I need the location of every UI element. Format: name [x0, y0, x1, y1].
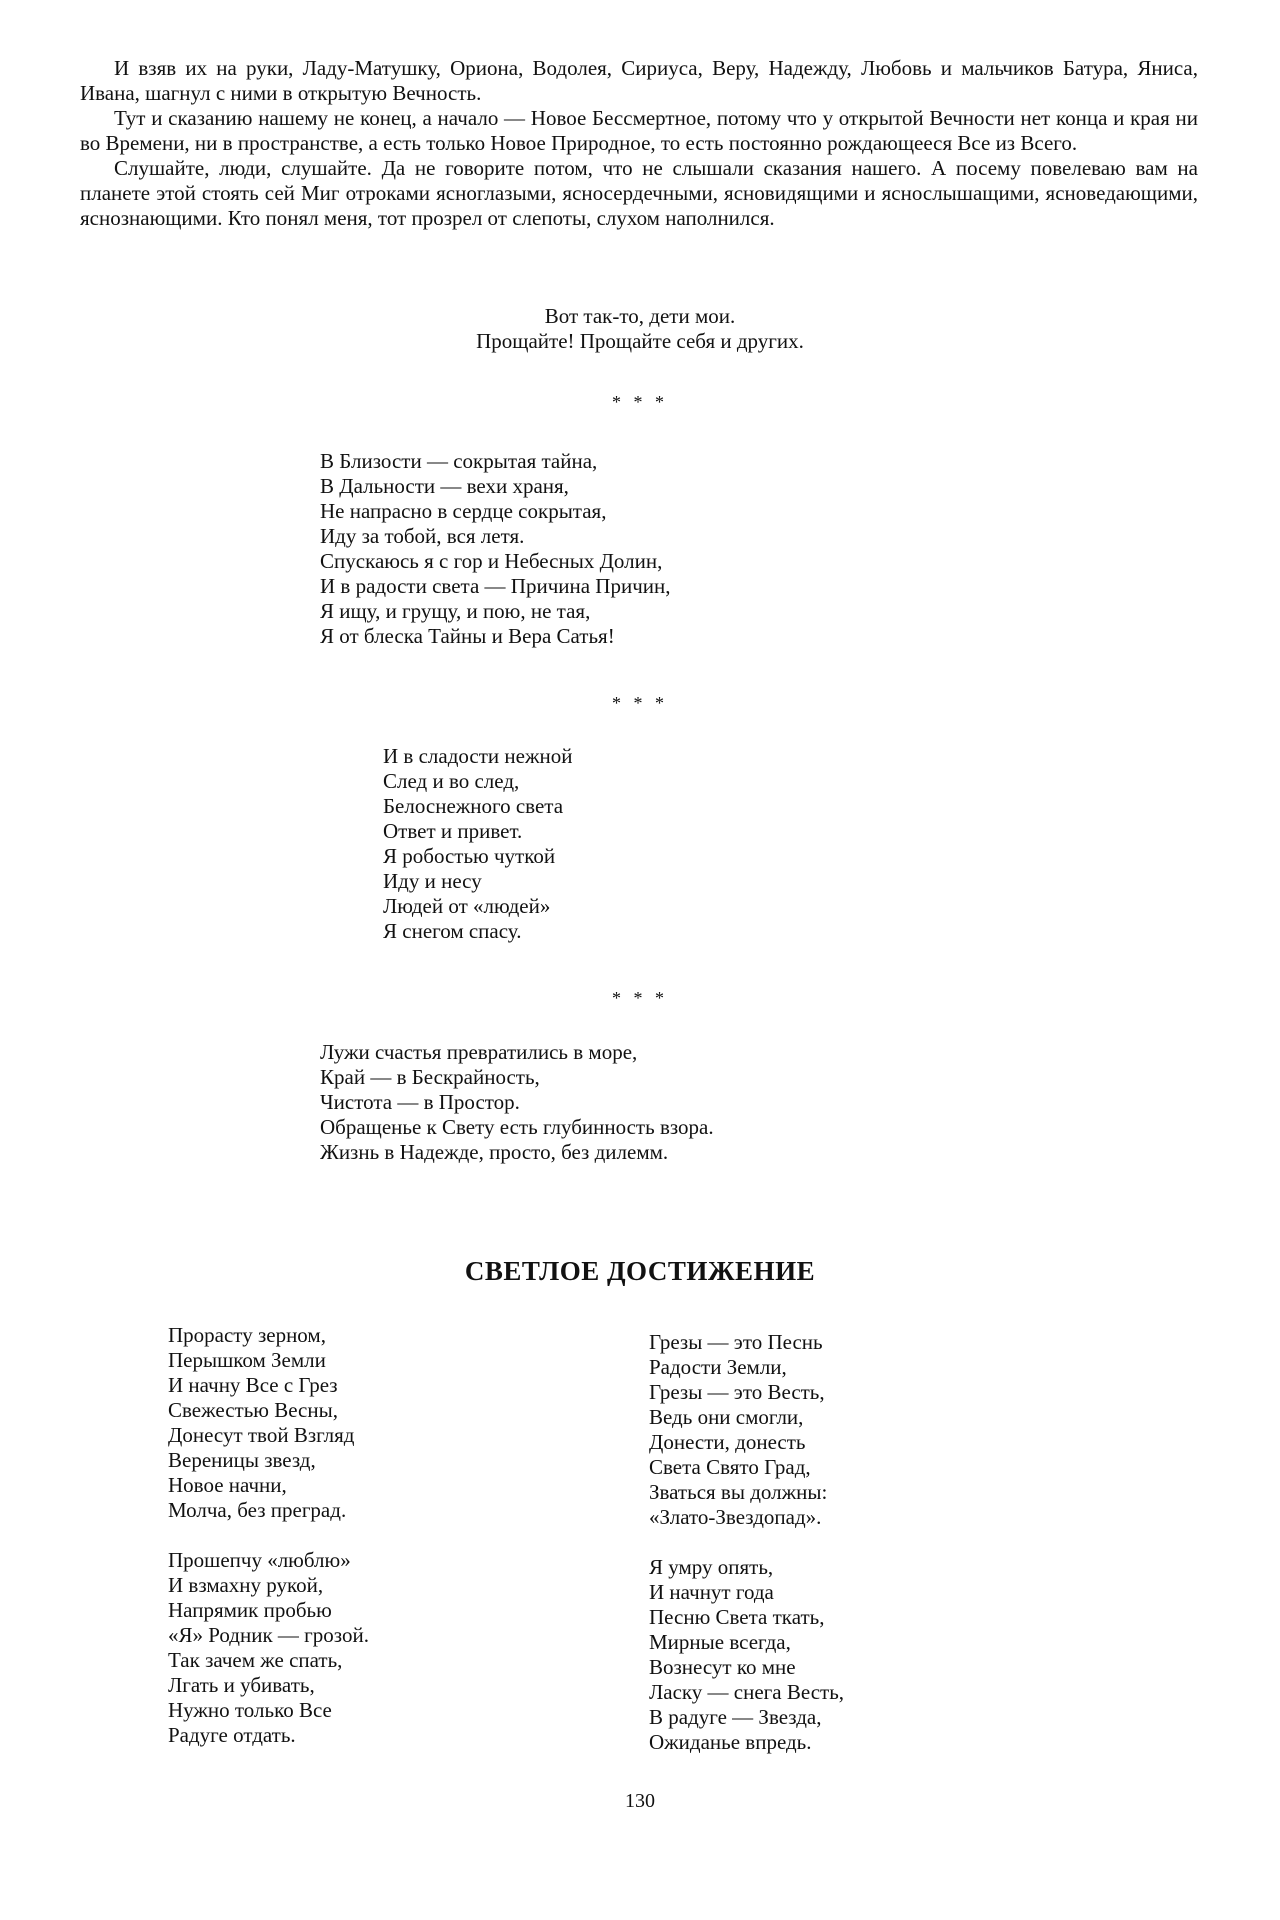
poem-line: Донести, донесть [649, 1430, 806, 1454]
poem-line: Прошепчу «люблю» [168, 1548, 351, 1572]
poem-line: Свежестью Весны, [168, 1398, 338, 1422]
stanza [649, 1330, 844, 1530]
paragraph: И взяв их на руки, Ладу-Матушку, Ориона, Водолея, Сириуса, Веру, Надежду, Любовь и мальчиков Батура, Яниса, Ивана, шагнул с ними в открытую Вечность. [80, 56, 1198, 105]
paragraph: Тут и сказанию нашему не конец, а начало — Новое Бессмертное, потому что у открытой Вечности нет конца и края ни во Времени, ни в пространстве, а есть только Новое Природное, то есть постоянно рождающееся Все из Всего. [80, 106, 1198, 155]
poem-line: Ласку — снега Весть, [649, 1680, 845, 1704]
poem-line: И взмахну рукой, [168, 1573, 324, 1597]
poem-line: Молча, без преград. [168, 1498, 347, 1522]
poem-line: Ответ и привет. [383, 819, 523, 843]
poem-line: Обращенье к Свету есть глубинность взора. [320, 1115, 714, 1139]
stanza [168, 1548, 369, 1748]
poem-line: И начнут года [649, 1580, 774, 1604]
poem-line: Напрямик пробью [168, 1598, 332, 1622]
poem-line: И в радости света — Причина Причин, [320, 574, 671, 598]
stanza [649, 1555, 844, 1755]
poem-line: Новое начни, [168, 1473, 287, 1497]
poem-line: И в сладости нежной [383, 744, 573, 768]
poem-line: Грезы — это Песнь [649, 1330, 823, 1354]
stanza [168, 1323, 369, 1523]
poem-line: Лужи счастья превратились в море, [320, 1040, 638, 1064]
poem-line: В Дальности — вехи храня, [320, 474, 569, 498]
poem-line: Жизнь в Надежде, просто, без дилемм. [320, 1140, 669, 1164]
poem-line: Я робостью чуткой [383, 844, 556, 868]
poem-line: Спускаюсь я с гор и Небесных Долин, [320, 549, 663, 573]
closing-line: Прощайте! Прощайте себя и других. [476, 329, 804, 353]
poem-2 [383, 744, 572, 944]
section-heading: СВЕТЛОЕ ДОСТИЖЕНИЕ [464, 1256, 816, 1286]
poem-line: Грезы — это Весть, [649, 1380, 825, 1404]
poem-line: И начну Все с Грез [168, 1373, 338, 1397]
separator: * * * [612, 693, 668, 713]
poem-line: Ведь они смогли, [649, 1405, 804, 1429]
prose-block [80, 56, 1198, 231]
poem-line: Донесут твой Взгляд [168, 1423, 355, 1447]
poem-line: Я умру опять, [649, 1555, 774, 1579]
poem-line: Зваться вы должны: [649, 1480, 828, 1504]
poem-line: В Близости — сокрытая тайна, [320, 449, 598, 473]
poem-line: Вознесут ко мне [649, 1655, 796, 1679]
poem-column-left [168, 1323, 369, 1773]
poem-3 [320, 1040, 714, 1165]
poem-line: Край — в Бескрайность, [320, 1065, 540, 1089]
poem-line: Радуге отдать. [168, 1723, 296, 1747]
poem-column-right [649, 1330, 844, 1780]
poem-line: Так зачем же спать, [168, 1648, 343, 1672]
poem-line: «Я» Родник — грозой. [168, 1623, 369, 1647]
poem-line: Ожиданье впредь. [649, 1730, 812, 1754]
poem-line: В радуге — Звезда, [649, 1705, 822, 1729]
poem-line: Лгать и убивать, [168, 1673, 315, 1697]
poem-line: Не напрасно в сердце сокрытая, [320, 499, 607, 523]
poem-line: Света Свято Град, [649, 1455, 811, 1479]
poem-line: Я снегом спасу. [383, 919, 522, 943]
closing-lines [0, 304, 1280, 354]
poem-line: Радости Земли, [649, 1355, 787, 1379]
poem-line: Иду и несу [383, 869, 482, 893]
poem-line: Я от блеска Тайны и Вера Сатья! [320, 624, 615, 648]
poem-line: Чистота — в Простор. [320, 1090, 520, 1114]
poem-line: Песню Света ткать, [649, 1605, 825, 1629]
poem-line: Людей от «людей» [383, 894, 551, 918]
separator: * * * [612, 988, 668, 1008]
poem-line: Нужно только Все [168, 1698, 332, 1722]
poem-line: Мирные всегда, [649, 1630, 791, 1654]
poem-line: Белоснежного света [383, 794, 564, 818]
poem-1 [320, 449, 671, 649]
paragraph: Слушайте, люди, слушайте. Да не говорите потом, что не слышали сказания нашего. А посему повелеваю вам на планете этой стоять сей Миг отроками ясноглазыми, ясносердечными, ясновидящими и яснослышащими, ясноведающими, яснознающими. Кто понял меня, тот прозрел от слепоты, слухом наполнился. [80, 156, 1198, 230]
poem-line: Перышком Земли [168, 1348, 326, 1372]
closing-line: Вот так-то, дети мои. [544, 304, 736, 328]
poem-line: Прорасту зерном, [168, 1323, 326, 1347]
poem-line: Иду за тобой, вся летя. [320, 524, 525, 548]
separator: * * * [612, 392, 668, 412]
page-number: 130 [625, 1790, 655, 1812]
poem-line: След и во след, [383, 769, 520, 793]
poem-line: Я ищу, и грущу, и пою, не тая, [320, 599, 591, 623]
poem-line: «Злато-Звездопад». [649, 1505, 822, 1529]
poem-line: Вереницы звезд, [168, 1448, 316, 1472]
